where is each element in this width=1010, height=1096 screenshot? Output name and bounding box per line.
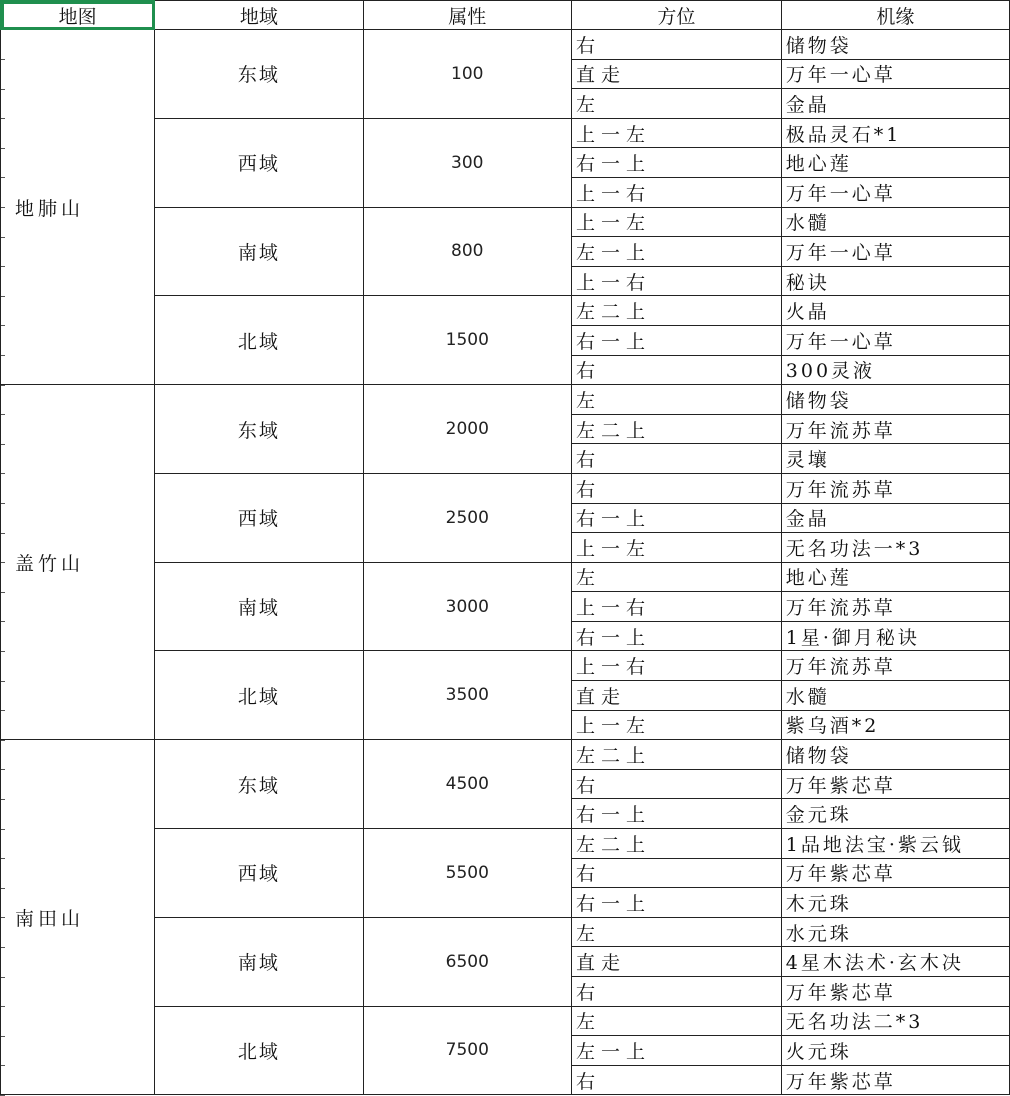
direction-cell[interactable]: 左一上 [571,237,781,267]
map-name-cell[interactable]: 南田山 [1,740,155,1095]
region-cell[interactable]: 南域 [155,917,363,1006]
direction-cell[interactable]: 右一上 [571,148,781,178]
reward-cell[interactable]: 地心莲 [781,148,1009,178]
direction-cell[interactable]: 上一右 [571,177,781,207]
reward-cell[interactable]: 1品地法宝·紫云钺 [781,829,1009,859]
reward-cell[interactable]: 万年流苏草 [781,592,1009,622]
attribute-cell[interactable]: 2000 [363,385,571,474]
header-attribute[interactable]: 属性 [363,1,571,30]
reward-cell[interactable]: 300灵液 [781,355,1009,385]
region-cell[interactable]: 南域 [155,562,363,651]
map-name-cell[interactable]: 地肺山 [1,30,155,385]
reward-cell[interactable]: 万年流苏草 [781,414,1009,444]
direction-cell[interactable]: 左 [571,917,781,947]
reward-cell[interactable]: 万年流苏草 [781,473,1009,503]
attribute-cell[interactable]: 300 [363,118,571,207]
direction-cell[interactable]: 上一左 [571,207,781,237]
header-row [1,1,1010,30]
reward-cell[interactable]: 无名功法二*3 [781,1006,1009,1036]
region-cell[interactable]: 东域 [155,740,363,829]
reward-cell[interactable]: 万年一心草 [781,59,1009,89]
reward-cell[interactable]: 水髓 [781,681,1009,711]
direction-cell[interactable]: 直走 [571,947,781,977]
direction-cell[interactable]: 上一左 [571,710,781,740]
reward-cell[interactable]: 金元珠 [781,799,1009,829]
reward-cell[interactable]: 水元珠 [781,917,1009,947]
reward-cell[interactable]: 储物袋 [781,740,1009,770]
direction-cell[interactable]: 右 [571,858,781,888]
reward-cell[interactable]: 秘诀 [781,266,1009,296]
table-row [1,30,1010,60]
reward-cell[interactable]: 金晶 [781,503,1009,533]
reward-cell[interactable]: 紫乌酒*2 [781,710,1009,740]
direction-cell[interactable]: 直走 [571,681,781,711]
direction-cell[interactable]: 上一右 [571,651,781,681]
attribute-cell[interactable]: 2500 [363,473,571,562]
region-cell[interactable]: 东域 [155,385,363,474]
attribute-cell[interactable]: 3000 [363,562,571,651]
direction-cell[interactable]: 左二上 [571,829,781,859]
reward-cell[interactable]: 4星木法术·玄木决 [781,947,1009,977]
region-cell[interactable]: 北域 [155,651,363,740]
reward-cell[interactable]: 极品灵石*1 [781,118,1009,148]
attribute-cell[interactable]: 3500 [363,651,571,740]
reward-cell[interactable]: 火晶 [781,296,1009,326]
reward-cell[interactable]: 万年紫芯草 [781,977,1009,1007]
map-name-cell[interactable]: 盖竹山 [1,385,155,740]
direction-cell[interactable]: 上一右 [571,266,781,296]
attribute-cell[interactable]: 7500 [363,1006,571,1095]
direction-cell[interactable]: 右一上 [571,799,781,829]
reward-cell[interactable]: 储物袋 [781,385,1009,415]
direction-cell[interactable]: 左二上 [571,740,781,770]
reward-cell[interactable]: 万年紫芯草 [781,769,1009,799]
direction-cell[interactable]: 右 [571,977,781,1007]
direction-cell[interactable]: 上一右 [571,592,781,622]
region-cell[interactable]: 北域 [155,1006,363,1095]
region-cell[interactable]: 西域 [155,118,363,207]
direction-cell[interactable]: 右一上 [571,325,781,355]
reward-cell[interactable]: 火元珠 [781,1036,1009,1066]
reward-cell[interactable]: 1星·御月秘诀 [781,621,1009,651]
attribute-cell[interactable]: 800 [363,207,571,296]
reward-cell[interactable]: 万年一心草 [781,177,1009,207]
attribute-cell[interactable]: 100 [363,30,571,119]
attribute-cell[interactable]: 6500 [363,917,571,1006]
header-region[interactable]: 地域 [155,1,363,30]
attribute-cell[interactable]: 1500 [363,296,571,385]
table-row [1,385,1010,415]
header-map[interactable]: 地图 [1,1,155,30]
direction-cell[interactable]: 右一上 [571,888,781,918]
reward-cell[interactable]: 地心莲 [781,562,1009,592]
header-direction[interactable]: 方位 [571,1,781,30]
direction-cell[interactable]: 直走 [571,59,781,89]
direction-cell[interactable]: 右 [571,1065,781,1095]
reward-cell[interactable]: 储物袋 [781,30,1009,60]
reward-cell[interactable]: 万年一心草 [781,237,1009,267]
reward-cell[interactable]: 木元珠 [781,888,1009,918]
attribute-cell[interactable]: 4500 [363,740,571,829]
direction-cell[interactable]: 右 [571,30,781,60]
reward-cell[interactable]: 万年紫芯草 [781,858,1009,888]
direction-cell[interactable]: 左 [571,562,781,592]
direction-cell[interactable]: 右 [571,769,781,799]
direction-cell[interactable]: 左 [571,385,781,415]
table-body [1,30,1010,1095]
reward-cell[interactable]: 无名功法一*3 [781,533,1009,563]
region-cell[interactable]: 西域 [155,473,363,562]
direction-cell[interactable]: 左 [571,89,781,119]
direction-cell[interactable]: 右一上 [571,503,781,533]
table-row [1,740,1010,770]
reward-cell[interactable]: 万年一心草 [781,325,1009,355]
region-cell[interactable]: 南域 [155,207,363,296]
direction-cell[interactable]: 左一上 [571,1036,781,1066]
reward-cell[interactable]: 万年紫芯草 [781,1065,1009,1095]
direction-cell[interactable]: 左二上 [571,414,781,444]
direction-cell[interactable]: 上一左 [571,118,781,148]
direction-cell[interactable]: 右 [571,355,781,385]
region-cell[interactable]: 东域 [155,30,363,119]
region-cell[interactable]: 北域 [155,296,363,385]
direction-cell[interactable]: 右 [571,444,781,474]
direction-cell[interactable]: 左二上 [571,296,781,326]
reward-cell[interactable]: 灵壤 [781,444,1009,474]
direction-cell[interactable]: 左 [571,1006,781,1036]
reward-cell[interactable]: 水髓 [781,207,1009,237]
header-reward[interactable]: 机缘 [781,1,1009,30]
direction-cell[interactable]: 上一左 [571,533,781,563]
reward-cell[interactable]: 金晶 [781,89,1009,119]
direction-cell[interactable]: 右 [571,473,781,503]
attribute-cell[interactable]: 5500 [363,829,571,918]
region-cell[interactable]: 西域 [155,829,363,918]
reward-cell[interactable]: 万年流苏草 [781,651,1009,681]
direction-cell[interactable]: 右一上 [571,621,781,651]
